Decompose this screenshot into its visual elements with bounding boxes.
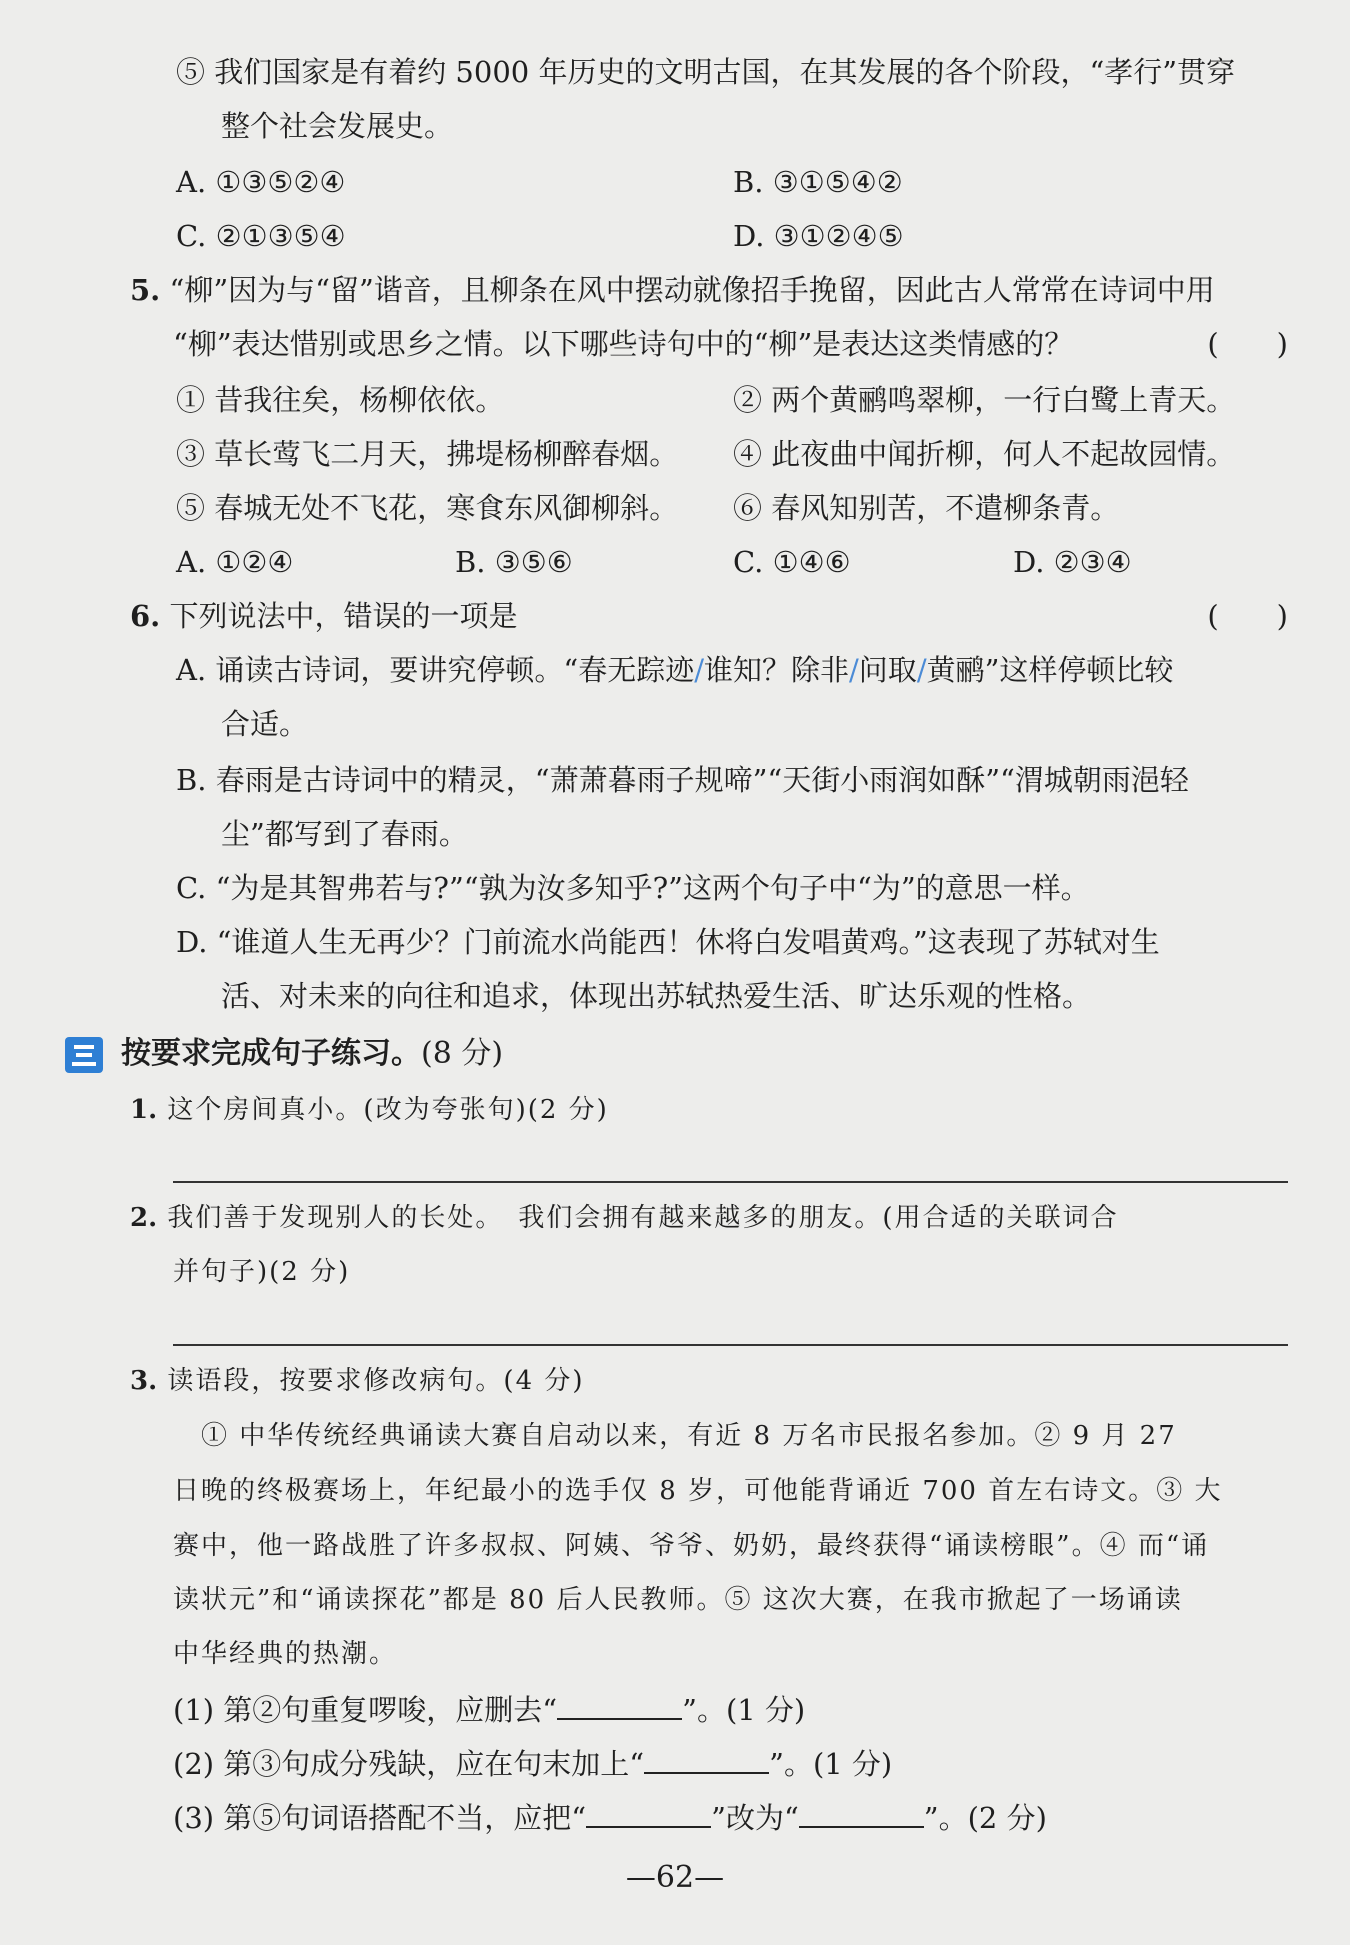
section-three-icon [65,1037,103,1073]
q4-option-b: B. ③①⑤④② [733,165,903,199]
s3-q3-sub1-blank[interactable] [557,1688,682,1720]
q5-item-5: ⑤ 春城无处不飞花，寒食东风御柳斜。 [176,491,679,525]
q6-option-d-line2: 活、对未来的向往和追求，体现出苏轼热爱生活、旷达乐观的性格。 [221,979,1092,1013]
passage-line-1: ① 中华传统经典诵读大赛自启动以来，有近 8 万名市民报名参加。② 9 月 27 [173,1421,1177,1451]
q5-item-2: ② 两个黄鹂鸣翠柳，一行白鹭上青天。 [733,383,1236,417]
q5-option-b: B. ③⑤⑥ [455,545,573,579]
s3-q3-sub2-pre: (2) 第③句成分残缺，应在句末加上“ [173,1747,645,1781]
s3-q3-sub3-blank-1[interactable] [586,1796,711,1828]
s3-q3-sub2-blank[interactable] [644,1742,769,1774]
s3-q3-sub3-post: ”。(2 分) [923,1801,1047,1835]
q6-option-b-line2: 尘”都写到了春雨。 [221,817,468,851]
section-three-title [121,1034,503,1074]
q6-option-a-line2: 合适。 [221,707,309,741]
s3-q3-sub2 [0,1742,1350,1784]
passage-line-3: 赛中，他一路战胜了许多叔叔、阿姨、爷爷、奶奶，最终获得“诵读榜眼”。④ 而“诵 [173,1531,1210,1561]
q5-stem-line2 [0,324,1350,364]
section-three-title-text: 按要求完成句子练习。 [121,1036,421,1071]
q4-item5-line1: ⑤ 我们国家是有着约 5000 年历史的文明古国，在其发展的各个阶段，“孝行”贯穿 [176,55,1236,89]
q4-option-c: C. ②①③⑤④ [176,219,346,253]
s3-q3-number: 3. [130,1366,158,1396]
passage-line-5: 中华经典的热潮。 [173,1639,398,1669]
q4-item5-line2: 整个社会发展史。 [221,109,454,143]
q5-option-c: C. ①④⑥ [733,545,851,579]
q4-option-d: D. ③①②④⑤ [733,219,904,253]
s3-q1-number: 1. [130,1095,158,1125]
q6-option-a-mid2: 问取 [858,653,917,687]
q6-option-a-mid1: 谁知？除非 [704,653,850,687]
q5-stem-text1: “柳”因为与“留”谐音，且柳条在风中摆动就像招手挽留，因此古人常常在诗词中用 [169,273,1215,307]
q5-item-4: ④ 此夜曲中闻折柳，何人不起故园情。 [733,437,1236,471]
q6-option-a-pre: A. 诵读古诗词，要讲究停顿。“春无踪迹 [176,653,695,687]
pause-mark-2: / [849,653,859,687]
q5-stem-text2: “柳”表达惜别或思乡之情。以下哪些诗句中的“柳”是表达这类情感的？ [173,327,1074,361]
q6-option-b-line1: B. 春雨是古诗词中的精灵，“萧萧暮雨子规啼”“天街小雨润如酥”“渭城朝雨浥轻 [176,763,1189,797]
passage-line-4: 读状元”和“诵读探花”都是 80 后人民教师。⑤ 这次大赛，在我市掀起了一场诵读 [173,1585,1183,1615]
q5-answer-paren[interactable]: ( ) [1207,327,1288,361]
s3-q3-sub1 [0,1688,1350,1730]
s3-q3-sub1-post: ”。(1 分) [682,1693,806,1727]
passage-line-2: 日晚的终极赛场上，年纪最小的选手仅 8 岁，可他能背诵近 700 首左右诗文。③ 大 [173,1476,1223,1506]
s3-q1-answer-line[interactable] [173,1181,1288,1183]
q6-option-a-line1 [0,650,1350,690]
s3-q3 [0,1361,1350,1401]
s3-q2-line1 [0,1198,1350,1238]
pause-mark-1: / [694,653,704,687]
q6-stem [0,596,1350,636]
s3-q3-text: 读语段，按要求修改病句。(4 分) [167,1366,585,1396]
section-three-points: (8 分) [421,1036,504,1071]
q6-stem-text: 下列说法中，错误的一项是 [169,599,518,633]
q6-number: 6. [130,599,161,633]
q5-stem-line1 [0,270,1350,310]
s3-q3-sub1-pre: (1) 第②句重复啰唆，应删去“ [173,1693,558,1727]
q6-option-d-line1: D. “谁道人生无再少？门前流水尚能西！休将白发唱黄鸡。”这表现了苏轼对生 [176,925,1160,959]
s3-q3-sub3-pre: (3) 第⑤句词语搭配不当，应把“ [173,1801,587,1835]
s3-q3-sub2-post: ”。(1 分) [769,1747,893,1781]
pause-mark-3: / [916,653,927,687]
q4-option-a: A. ①③⑤②④ [176,165,346,199]
s3-q2-answer-line[interactable] [173,1344,1288,1346]
s3-q2-number: 2. [130,1203,158,1233]
s3-q1 [0,1090,1350,1130]
q5-item-6: ⑥ 春风知别苦，不遣柳条青。 [733,491,1120,525]
page-number: —62— [625,1860,725,1895]
q5-number: 5. [130,273,161,307]
q6-answer-paren[interactable]: ( ) [1207,599,1288,633]
s3-q3-sub3-mid: ”改为“ [711,1801,799,1835]
s3-q3-sub3-blank-2[interactable] [799,1796,924,1828]
q5-option-a: A. ①②④ [176,545,294,579]
s3-q2-line2: 并句子)(2 分) [173,1257,351,1287]
q6-option-c: C. “为是其智弗若与?”“孰为汝多知乎?”这两个句子中“为”的意思一样。 [176,871,1090,905]
q5-option-d: D. ②③④ [1013,545,1132,579]
q6-option-a-post: 黄鹂”这样停顿比较 [926,653,1174,687]
q5-item-1: ① 昔我往矣，杨柳依依。 [176,383,505,417]
s3-q2-text1: 我们善于发现别人的长处。 我们会拥有越来越多的朋友。(用合适的关联词合 [167,1203,1119,1233]
s3-q3-sub3 [0,1796,1350,1838]
q5-item-3: ③ 草长莺飞二月天，拂堤杨柳醉春烟。 [176,437,679,471]
s3-q1-text: 这个房间真小。(改为夸张句)(2 分) [167,1095,609,1125]
